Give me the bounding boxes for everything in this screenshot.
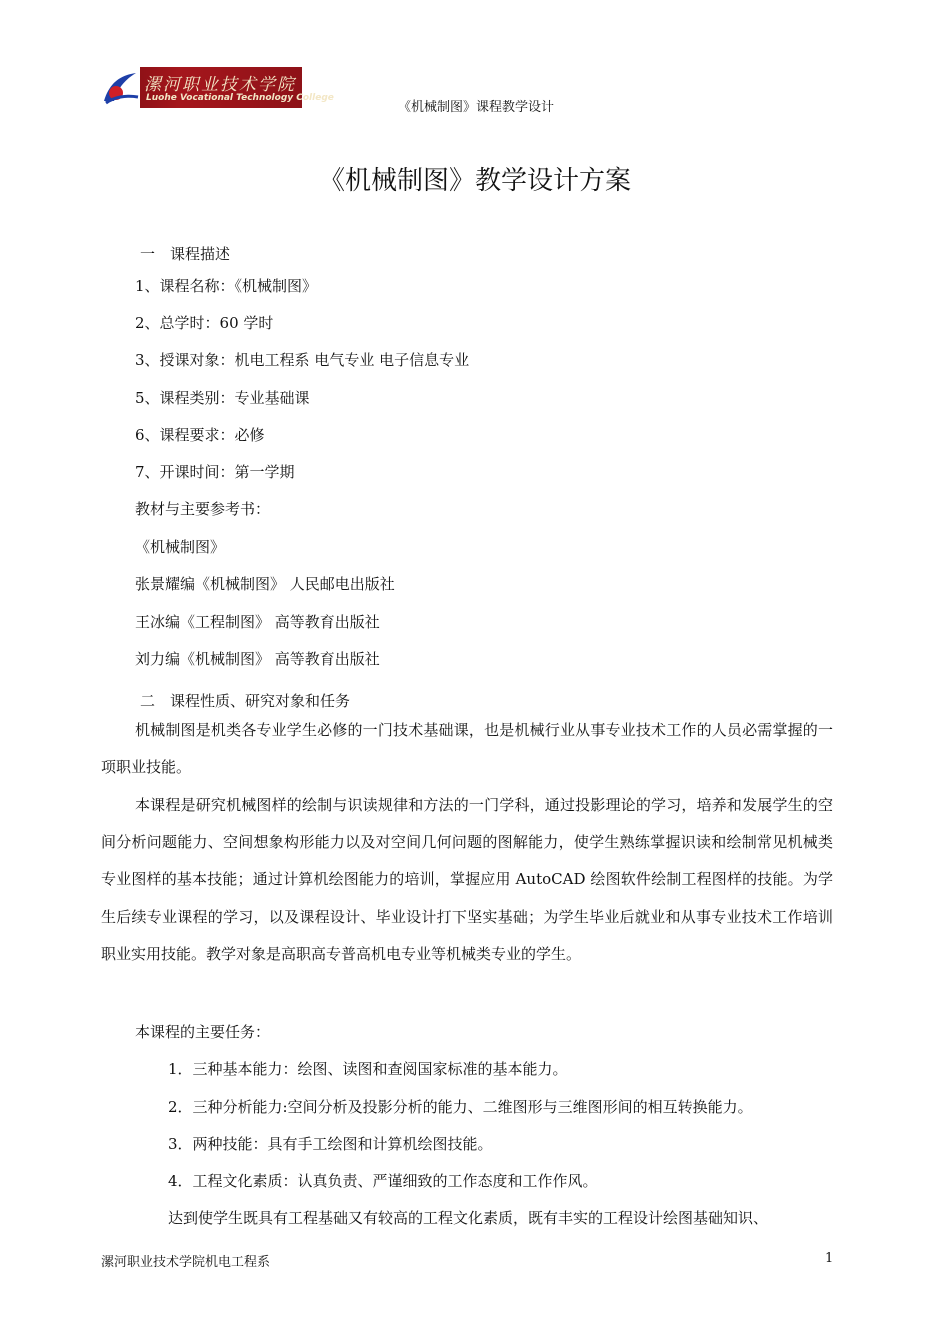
start-term-line: 7、开课时间：第一学期 (135, 463, 295, 481)
task-item: 2．三种分析能力:空间分析及投影分析的能力、二维图形与三维图形间的相互转换能力。 (168, 1098, 753, 1116)
task-item: 1．三种基本能力：绘图、读图和查阅国家标准的基本能力。 (168, 1060, 568, 1078)
audience-line: 3、授课对象：机电工程系 电气专业 电子信息专业 (135, 351, 470, 369)
object-paragraph: 本课程是研究机械图样的绘制与识读规律和方法的一门学科，通过投影理论的学习，培养和发展学生的空间分析问题能力、空间想象构形能力以及对空间几何问题的图解能力，使学生熟练掌握识读和绘制常见机械类专业图样的基本技能；通过计算机绘图能力的培训，掌握应用 AutoCAD 绘图软件绘制工程图样的技能。为学生后续专业课程的学习，以及课程设计、毕业设计打下坚实基础；为学生毕业后就业和从事专业技术工作培训职业实用技能。教学对象是高职高专普高机电专业等机械类专业的学生。 (101, 796, 833, 963)
college-logo (100, 67, 334, 108)
course-requirement-line: 6、课程要求：必修 (135, 426, 265, 444)
footer-department: 漯河职业技术学院机电工程系 (101, 1255, 271, 1270)
section1-heading: 一 课程描述 (140, 245, 231, 263)
reference-book-item: 王冰编《工程制图》 高等教育出版社 (135, 613, 380, 631)
college-emblem-icon (100, 67, 140, 108)
task-item: 3．两种技能：具有手工绘图和计算机绘图技能。 (168, 1135, 493, 1153)
nature-paragraph: 机械制图是机类各专业学生必修的一门技术基础课，也是机械行业从事专业技术工作的人员必需掌握的一项职业技能。 (101, 721, 833, 777)
textbooks-heading: 教材与主要参考书： (135, 500, 271, 518)
course-name-line: 1、课程名称：《机械制图》 (135, 277, 318, 295)
continuation-line: 达到使学生既具有工程基础又有较高的工程文化素质，既有丰实的工程设计绘图基础知识、 (168, 1209, 769, 1227)
logo-english-name: Luohe Vocational Technology College (146, 93, 334, 103)
document-title: 《机械制图》教学设计方案 (318, 166, 631, 196)
course-type-line: 5、课程类别：专业基础课 (135, 389, 310, 407)
page-number: 1 (825, 1251, 834, 1266)
section2-heading: 二 课程性质、研究对象和任务 (140, 692, 351, 710)
reference-book-item: 刘力编《机械制图》 高等教育出版社 (135, 650, 380, 668)
reference-book-item: 张景耀编《机械制图》 人民邮电出版社 (135, 575, 395, 593)
textbook-item: 《机械制图》 (135, 538, 226, 556)
tasks-heading: 本课程的主要任务： (135, 1023, 271, 1041)
total-hours-line: 2、总学时：60 学时 (135, 314, 274, 332)
task-item: 4．工程文化素质：认真负责、严谨细致的工作态度和工作作风。 (168, 1172, 598, 1190)
running-header: 《机械制图》课程教学设计 (398, 100, 555, 115)
logo-chinese-name: 漯河职业技术学院 (144, 75, 296, 95)
